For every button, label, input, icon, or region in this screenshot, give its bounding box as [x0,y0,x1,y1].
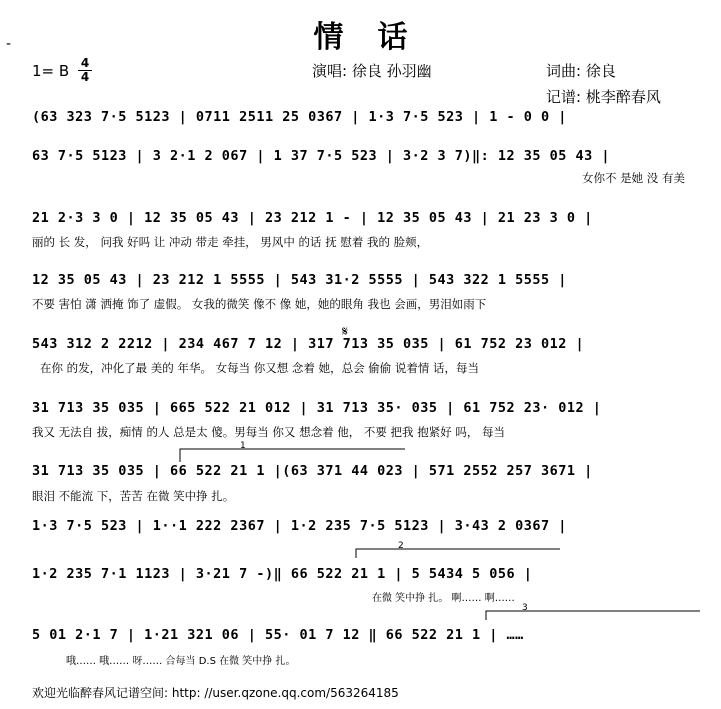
notation-row-6: 31 713 35 035 | 665 522 21 012 | 31 713 35· 035 | 61 752 23· 012 | [32,400,602,416]
page-title: 情话 [313,20,442,55]
notation-row-7: 31 713 35 035 | 66 522 21 1 |(63 371 44 023 | 571 2552 257 3671 | [32,463,593,479]
notation-row-9: 1·2 235 7·1 1123 | 3·21 7 -)‖ 66 522 21 1 | 5 5434 5 056 | [32,566,533,582]
volta-1-line [180,449,405,462]
notation-row-3: 21 2·3 3 0 | 12 35 05 43 | 23 212 1 - | 12 35 05 43 | 21 23 3 0 | [32,210,593,226]
lyric-row-5: 在你 的发，冲化了最 美的 年华。 女每当 你又想 念着 她，总会 偷偷 说着情 话，每当 [40,361,480,375]
meter-bottom: 4 [80,70,90,84]
lyric-row-7: 眼泪 不能流 下，苦苦 在微 笑中挣 扎。 [32,489,235,503]
lyric-row-2: 女你不 是她 没 有美 [582,171,685,185]
notation-row-10: 5 01 2·1 7 | 1·21 321 06 | 55· 01 7 12 ‖ 66 522 21 1 | …… [32,627,524,643]
notation-row-4: 12 35 05 43 | 23 212 1 5555 | 543 31·2 5555 | 543 322 1 5555 | [32,272,567,288]
segno-sign: 𝄋 [342,324,349,340]
footer-text: 欢迎光临醉春风记谱空间: http: //user.qzone.qq.com/563264185 [32,686,399,700]
transcriber-credit: 记谱: 桃李醉春风 [546,88,661,106]
composer-credit: 词曲: 徐良 [546,62,616,80]
meter-top: 4 [80,56,90,70]
lyric-row-6: 我又 无法自 拔，痴情 的人 总是太 傻。男每当 你又 想念着 他， 不要 把我 抱紧好 吗， 每当 [32,425,506,439]
notation-row-2: 63 7·5 5123 | 3 2·1 2 067 | 1 37 7·5 523 | 3·2 3 7)‖: 12 35 05 43 | [32,148,611,164]
volta-brackets [180,449,700,620]
singer-credit: 演唱: 徐良 孙羽幽 [312,62,432,80]
volta-label-1: 1 [240,441,246,451]
volta-label-3: 3 [522,603,528,613]
notation-row-1: (63 323 7·5 5123 | 0711 2511 25 0367 | 1·3 7·5 523 | 1 - 0 0 | [32,109,567,125]
lyric-row-10: 哦…… 哦…… 呀…… 合每当 D.S 在微 笑中挣 扎。 [66,656,296,667]
notation-row-8: 1·3 7·5 523 | 1··1 222 2367 | 1·2 235 7·5 5123 | 3·43 2 0367 | [32,518,567,534]
volta-label-2: 2 [398,541,404,551]
lyric-row-4: 不要 害怕 潇 洒掩 饰了 虚假。 女我的微笑 像不 像 她，她的眼角 我也 会画，男泪如雨下 [32,297,487,311]
stray-dash: - [6,36,12,52]
key-signature: 1= B [32,62,70,80]
volta-2-line [356,549,560,558]
lyric-row-9: 在微 笑中挣 扎。 啊…… 啊…… [372,593,515,604]
notation-row-5: 543 312 2 2212 | 234 467 7 12 | 317 713 35 035 | 61 752 23 012 | [32,336,585,352]
lyric-row-3: 丽的 长 发， 问我 好吗 让 冲动 带走 牵挂， 男风中 的话 抚 慰着 我的 脸颊， [32,235,429,249]
volta-3-line [486,611,700,620]
